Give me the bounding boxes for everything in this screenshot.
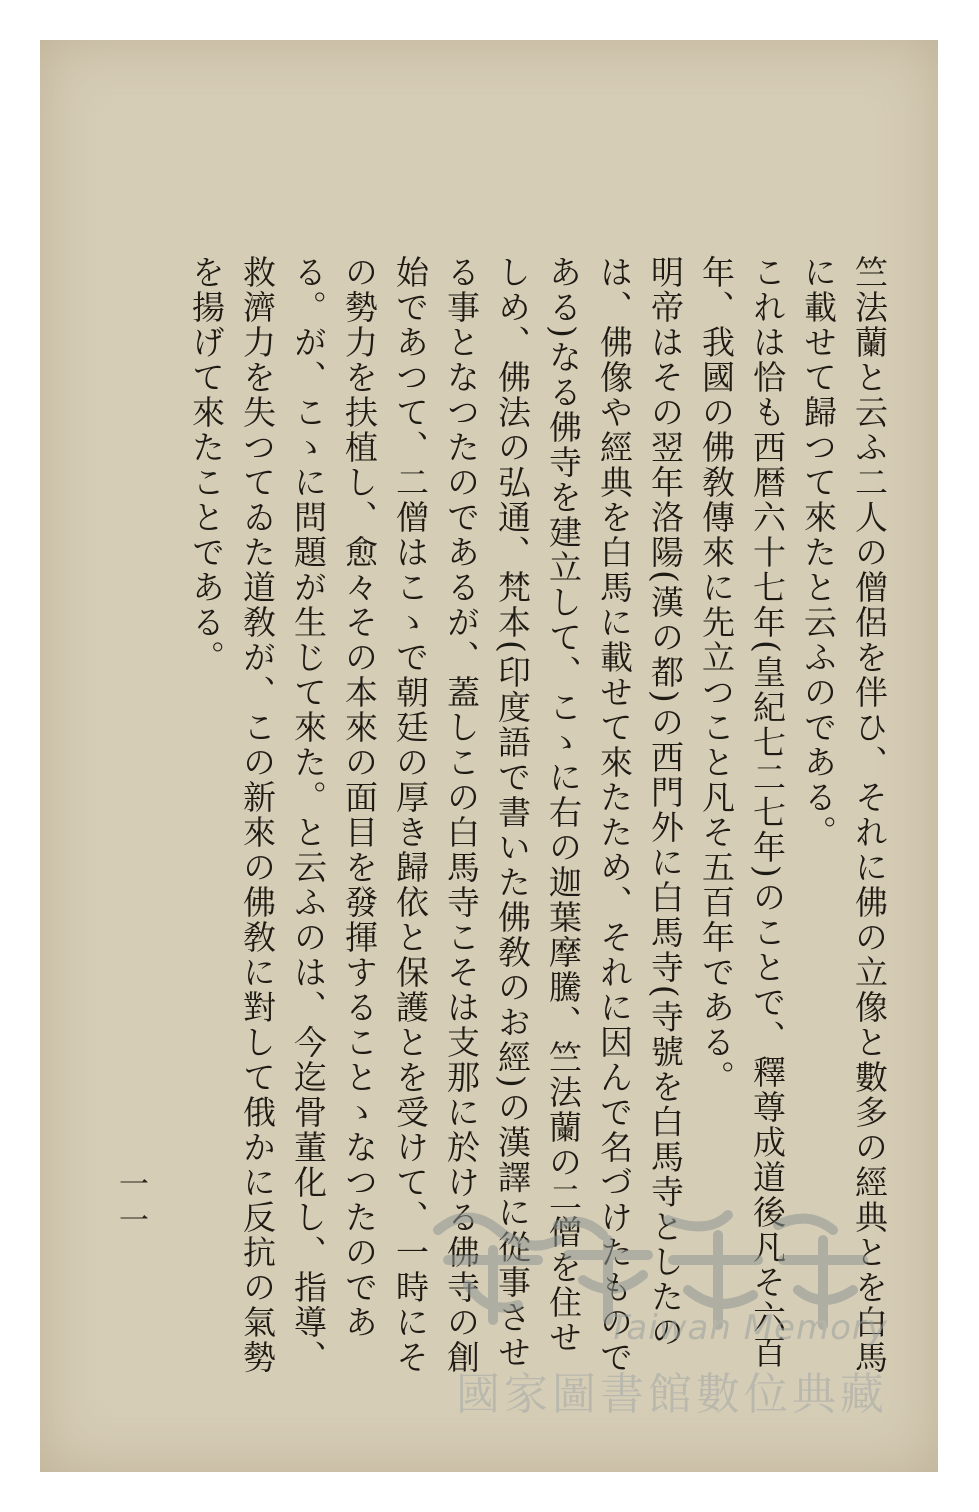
paragraph-3: 明帝はその翌年洛陽(漢の都)の西門外に白馬寺(寺號を白馬寺としたのは、佛像や經典を白馬に載せて來たため、それに因んで名づけたものである)なる佛寺を建立して、こゝに右の迦葉摩騰、竺法蘭の二僧を住せしめ、佛法の弘通、梵本(印度語で書いた佛敎のお經)の漢譯に從事させる事となつたのであるが、蓋しこの白馬寺こそは支那に於ける佛寺の創始であつて、二僧はこゝで朝廷の厚き歸依と保護とを受けて、一時にその勢力を扶植し、愈々その本來の面目を發揮することゝなつたのである。が、こゝに問題が生じて來た。と云ふのは、今迄骨董化し、指導、救濟力を失つてゐた道敎が、この新來の佛敎に對して俄かに反抗の氣勢を揚げて來たことである。 [187, 255, 685, 1375]
page-number: 一一 [113, 1168, 148, 1240]
book-page [40, 40, 938, 1472]
taiwan-memory-watermark [448, 1190, 888, 1420]
paragraph-1: 竺法蘭と云ふ二人の僧侶を伴ひ、それに佛の立像と數多の經典とを白馬に載せて歸つて來たと云ふのである。 [799, 255, 889, 1375]
watermark-english: Taiwan Memory [608, 1308, 888, 1348]
watermark-chinese: 國家圖書館數位典藏 [456, 1369, 888, 1420]
paragraph-2: これは恰も西暦六十七年(皇紀七二七年)のことで、釋尊成道後凡そ六百年、我國の佛敎傳來に先立つこと凡そ五百年である。 [697, 255, 787, 1370]
